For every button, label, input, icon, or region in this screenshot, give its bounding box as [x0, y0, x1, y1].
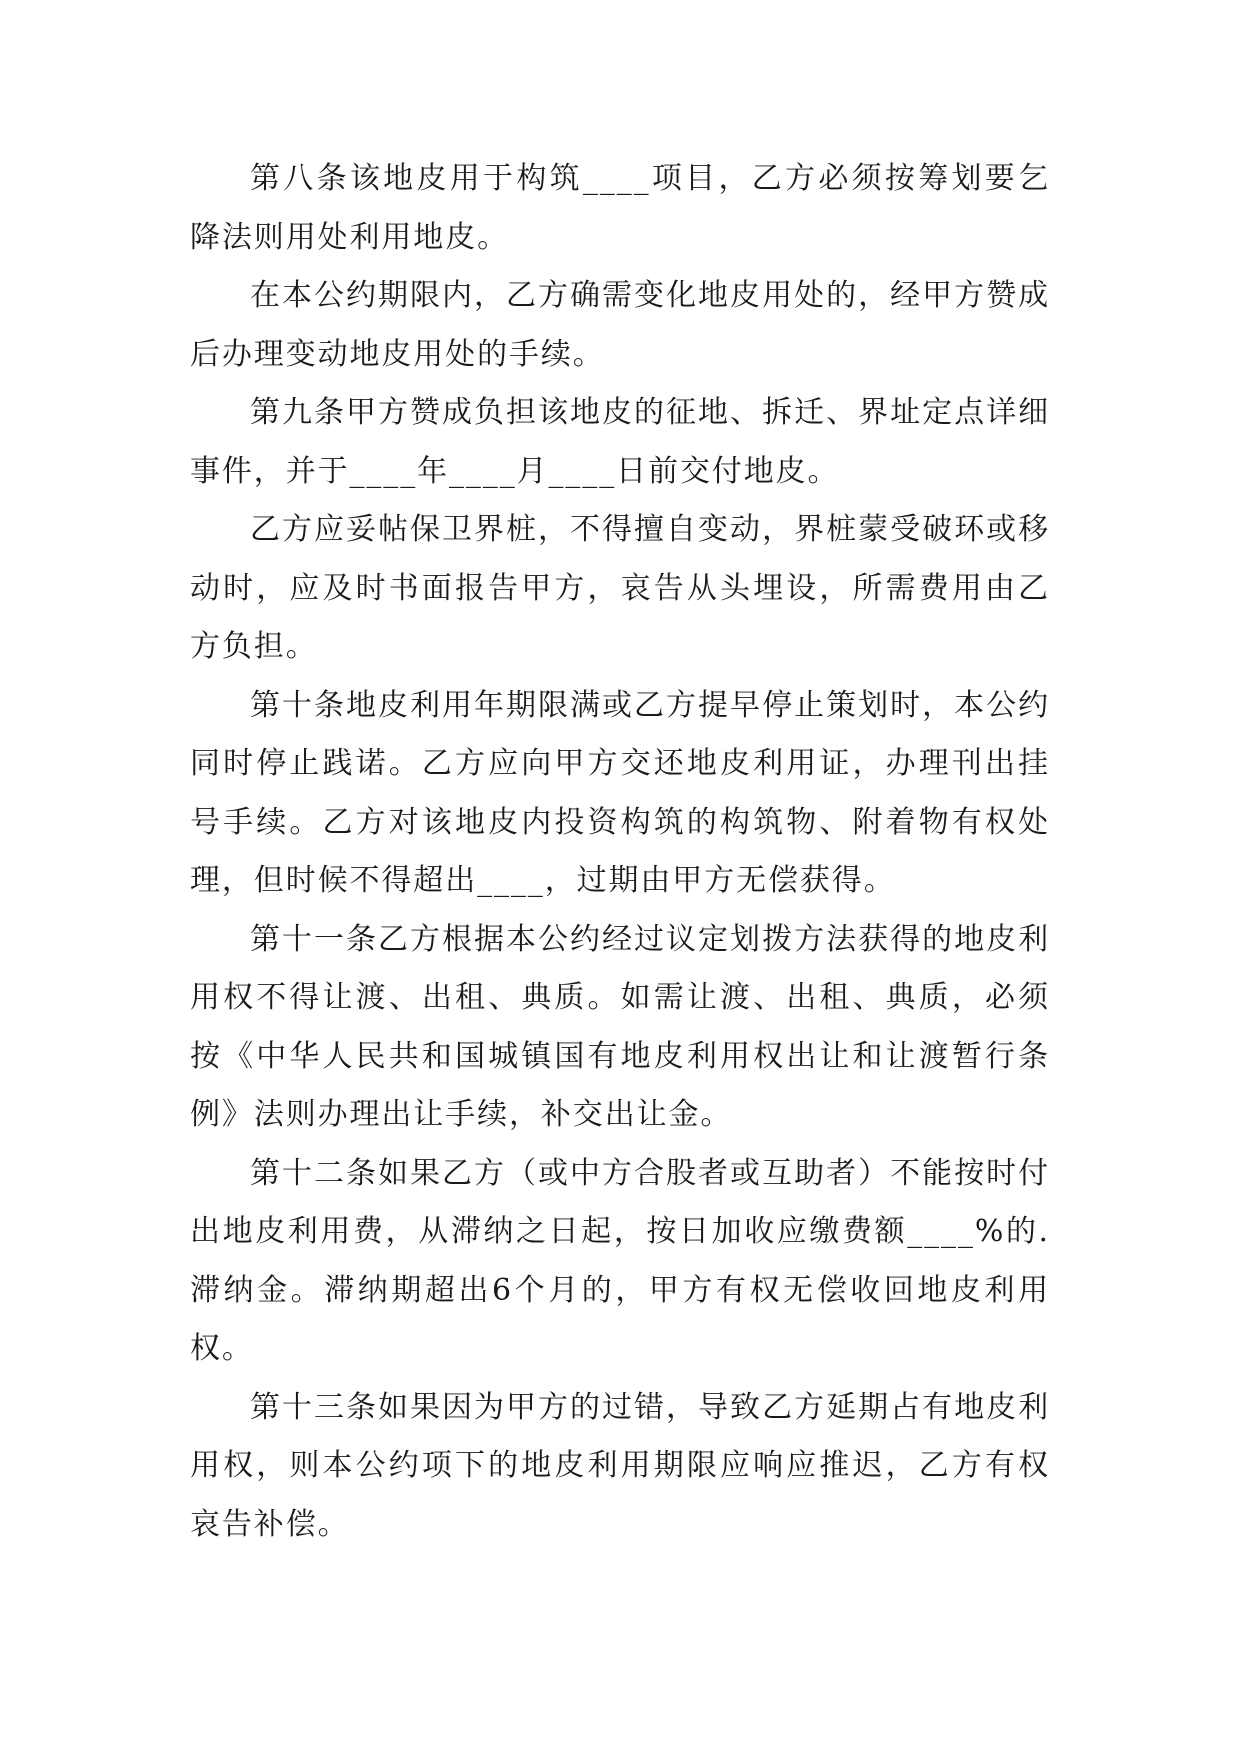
- paragraph-article-11: 第十一条乙方根据本公约经过议定划拨方法获得的地皮利用权不得让渡、出租、典质。如需让渡、出租、典质，必须按《中华人民共和国城镇国有地皮利用权出让和让渡暂行条例》法则办理出让手续，补交出让金。: [190, 921, 1050, 1132]
- document-body: [190, 150, 1050, 1554]
- paragraph-article-8: 第八条该地皮用于构筑____项目，乙方必须按筹划要乞降法则用处利用地皮。: [190, 161, 1050, 255]
- paragraph-article-10: 第十条地皮利用年期限满或乙方提早停止策划时，本公约同时停止践诺。乙方应向甲方交还地皮利用证，办理刊出挂号手续。乙方对该地皮内投资构筑的构筑物、附着物有权处理，但时候不得超出____，过期由甲方无偿获得。: [190, 687, 1050, 898]
- paragraph-boundary-markers: 乙方应妥帖保卫界桩，不得擅自变动，界桩蒙受破环或移动时，应及时书面报告甲方，哀告从头埋设，所需费用由乙方负担。: [190, 512, 1050, 664]
- paragraph-article-12: 第十二条如果乙方（或中方合股者或互助者）不能按时付出地皮利用费，从滞纳之日起，按日加收应缴费额____%的.滞纳金。滞纳期超出6个月的，甲方有权无偿收回地皮利用权。: [190, 1155, 1050, 1366]
- paragraph-article-9: 第九条甲方赞成负担该地皮的征地、拆迁、界址定点详细事件，并于____年____月____日前交付地皮。: [190, 395, 1050, 489]
- paragraph-land-use-change: 在本公约期限内，乙方确需变化地皮用处的，经甲方赞成后办理变动地皮用处的手续。: [190, 278, 1050, 372]
- paragraph-article-13: 第十三条如果因为甲方的过错，导致乙方延期占有地皮利用权，则本公约项下的地皮利用期限应响应推迟，乙方有权哀告补偿。: [190, 1389, 1050, 1542]
